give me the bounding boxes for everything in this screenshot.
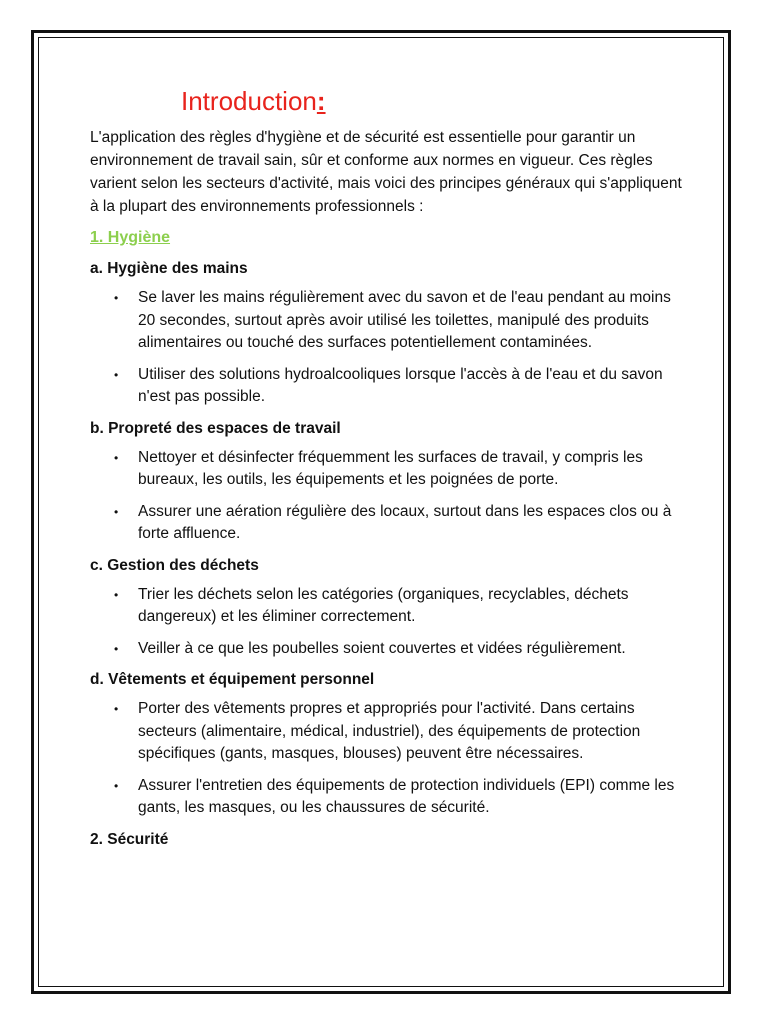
list-item: • Se laver les mains régulièrement avec du savon et de l'eau pendant au moins 20 secondes, surtout après avoir utilisé les toilettes, manipulé des produits alimentaires ou touché des surfaces potentiellement contaminées. [114, 289, 671, 351]
page-title [181, 84, 690, 118]
bullet-list [90, 698, 690, 820]
bullet-icon: • [114, 702, 119, 716]
title-text: Introduction [181, 86, 317, 116]
bullet-icon: • [114, 778, 119, 793]
bullet-icon: • [114, 641, 119, 656]
bullet-icon: • [114, 587, 119, 602]
bullet-icon: • [114, 450, 119, 465]
list-item: • Trier les déchets selon les catégories (organiques, recyclables, déchets dangereux) et les éliminer correctement. [114, 585, 629, 625]
list-item: • Veiller à ce que les poubelles soient couvertes et vidées régulièrement. [90, 638, 690, 661]
bullet-list [90, 447, 690, 546]
subsection-heading: c. Gestion des déchets [90, 556, 259, 574]
bullet-icon: • [114, 367, 119, 382]
list-item: • Nettoyer et désinfecter fréquemment les surfaces de travail, y compris les bureaux, les outils, les équipements et les poignées de porte. [114, 448, 643, 488]
title-colon: : [316, 86, 326, 116]
bullet-list [90, 287, 690, 409]
subsection-heading: b. Propreté des espaces de travail [90, 419, 341, 437]
list-item: • Porter des vêtements propres et appropriés pour l'activité. Dans certains secteurs (alimentaire, médical, industriel), des équipements de protection spécifiques (gants, masques, blouses) peuvent être nécessaires. [114, 700, 641, 762]
list-item: • Assurer une aération régulière des locaux, surtout dans les espaces clos ou à forte affluence. [114, 502, 672, 542]
document-body [90, 84, 690, 858]
bullet-icon: • [114, 504, 119, 519]
section-heading-hygiene: 1. Hygiène [90, 229, 171, 246]
intro-paragraph: L'application des règles d'hygiène et de sécurité est essentielle pour garantir un environnement de travail sain, sûr et conforme aux normes en vigueur. Ces règles varient selon les secteurs d'activité, mais voici des principes généraux qui s'appliquent à la plupart des environnements professionnels : [90, 129, 682, 215]
section-heading-securite: 2. Sécurité [90, 830, 169, 848]
list-item: • Utiliser des solutions hydroalcooliques lorsque l'accès à de l'eau et du savon n'est pas possible. [114, 365, 663, 405]
bullet-icon: • [114, 291, 119, 305]
bullet-list [90, 584, 690, 661]
subsection-heading: d. Vêtements et équipement personnel [90, 671, 375, 688]
list-item: • Assurer l'entretien des équipements de protection individuels (EPI) comme les gants, les masques, ou les chaussures de sécurité. [114, 776, 675, 816]
subsection-heading: a. Hygiène des mains [90, 260, 248, 277]
